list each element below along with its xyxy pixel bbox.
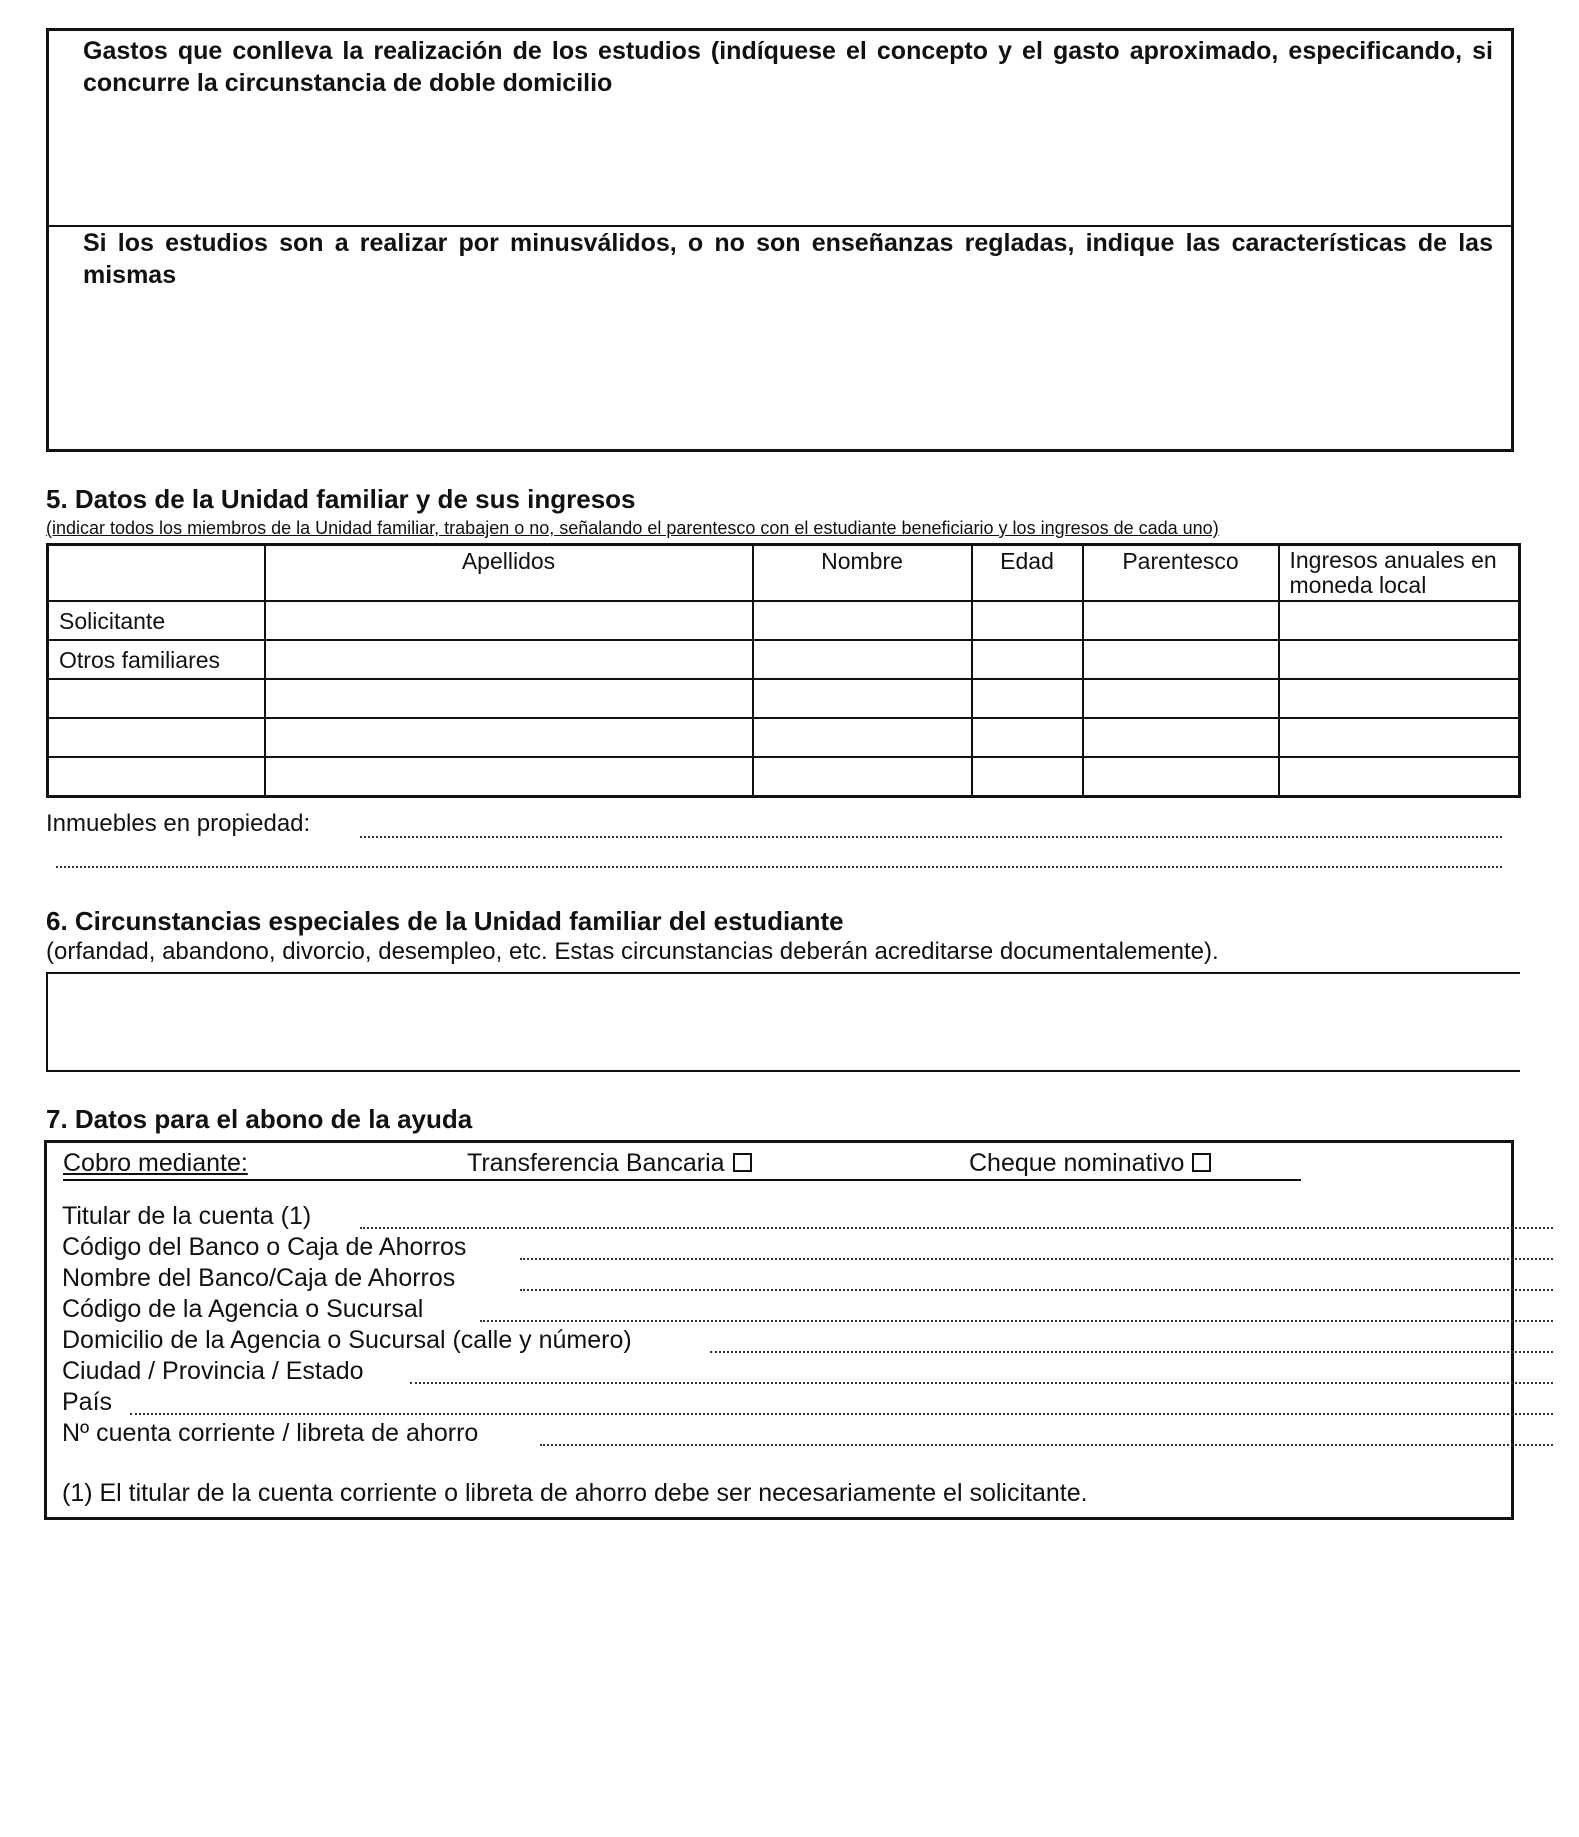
table-row bbox=[48, 640, 1520, 679]
row-label[interactable] bbox=[48, 718, 265, 757]
header-nombre: Nombre bbox=[753, 545, 972, 602]
table-row bbox=[48, 757, 1520, 796]
row-label[interactable] bbox=[48, 757, 265, 796]
header-ingresos: Ingresos anuales en moneda local bbox=[1279, 545, 1520, 602]
cell-ingresos[interactable] bbox=[1279, 718, 1520, 757]
transferencia-option[interactable] bbox=[467, 1149, 752, 1178]
cheque-checkbox[interactable] bbox=[1192, 1153, 1211, 1172]
cobro-underline bbox=[63, 1179, 1301, 1181]
cell-parentesco[interactable] bbox=[1083, 601, 1279, 640]
cell-apellidos[interactable] bbox=[265, 601, 753, 640]
ciudad-dots[interactable] bbox=[410, 1382, 1553, 1384]
nombre-banco-dots[interactable] bbox=[520, 1289, 1553, 1291]
row-label: Otros familiares bbox=[48, 640, 265, 679]
field-domicilio-agencia: Domicilio de la Agencia o Sucursal (calle y número) bbox=[62, 1326, 638, 1355]
cell-parentesco[interactable] bbox=[1083, 718, 1279, 757]
cell-nombre[interactable] bbox=[753, 718, 972, 757]
header-edad: Edad bbox=[972, 545, 1083, 602]
section6-title: 6. Circunstancias especiales de la Unidad familiar del estudiante bbox=[46, 906, 844, 936]
header-apellidos: Apellidos bbox=[265, 545, 753, 602]
gastos-paragraph: Gastos que conlleva la realización de los estudios (indíquese el concepto y el gasto aproximado, especificando, si concurre la circunstancia de doble domicilio bbox=[83, 37, 1493, 97]
cheque-label: Cheque nominativo bbox=[969, 1149, 1185, 1177]
study-details-box bbox=[46, 28, 1514, 452]
cell-parentesco[interactable] bbox=[1083, 757, 1279, 796]
inmuebles-dotted-line-1[interactable] bbox=[360, 836, 1502, 838]
row-label: Solicitante bbox=[48, 601, 265, 640]
inmuebles-label: Inmuebles en propiedad: bbox=[46, 810, 311, 837]
section7-title: 7. Datos para el abono de la ayuda bbox=[46, 1104, 473, 1134]
domicilio-agencia-dots[interactable] bbox=[710, 1351, 1553, 1353]
codigo-banco-dots[interactable] bbox=[520, 1258, 1553, 1260]
codigo-agencia-dots[interactable] bbox=[480, 1320, 1553, 1322]
cell-ingresos[interactable] bbox=[1279, 601, 1520, 640]
table-row bbox=[48, 601, 1520, 640]
cell-parentesco[interactable] bbox=[1083, 640, 1279, 679]
pais-dots[interactable] bbox=[130, 1413, 1553, 1415]
transferencia-label: Transferencia Bancaria bbox=[467, 1149, 725, 1177]
family-table bbox=[46, 543, 1521, 798]
field-codigo-banco: Código del Banco o Caja de Ahorros bbox=[62, 1233, 472, 1262]
row-label[interactable] bbox=[48, 679, 265, 718]
cell-nombre[interactable] bbox=[753, 679, 972, 718]
cell-nombre[interactable] bbox=[753, 601, 972, 640]
cell-ingresos[interactable] bbox=[1279, 640, 1520, 679]
cell-nombre[interactable] bbox=[753, 757, 972, 796]
header-cell bbox=[48, 545, 265, 602]
cheque-option[interactable] bbox=[969, 1149, 1211, 1178]
cell-ingresos[interactable] bbox=[1279, 757, 1520, 796]
field-titular: Titular de la cuenta (1) bbox=[62, 1202, 317, 1231]
minusvalidos-paragraph: Si los estudios son a realizar por minusválidos, o no son enseñanzas regladas, indique las características de las mismas bbox=[83, 229, 1493, 289]
cell-edad[interactable] bbox=[972, 601, 1083, 640]
table-header-row bbox=[48, 545, 1520, 602]
header-parentesco: Parentesco bbox=[1083, 545, 1279, 602]
footnote: (1) El titular de la cuenta corriente o libreta de ahorro debe ser necesariamente el solicitante. bbox=[62, 1479, 1094, 1508]
cell-edad[interactable] bbox=[972, 757, 1083, 796]
field-nombre-banco: Nombre del Banco/Caja de Ahorros bbox=[62, 1264, 461, 1293]
field-ciudad: Ciudad / Provincia / Estado bbox=[62, 1357, 370, 1386]
titular-dots[interactable] bbox=[360, 1227, 1553, 1229]
table-row bbox=[48, 718, 1520, 757]
field-pais: País bbox=[62, 1388, 118, 1417]
circunstancias-box[interactable] bbox=[46, 972, 1520, 1072]
cell-apellidos[interactable] bbox=[265, 640, 753, 679]
cobro-label: Cobro mediante: bbox=[63, 1149, 248, 1177]
section5-title: 5. Datos de la Unidad familiar y de sus ingresos bbox=[46, 484, 636, 514]
table-row bbox=[48, 679, 1520, 718]
section5-subtitle: (indicar todos los miembros de la Unidad familiar, trabajen o no, señalando el parentesco con el estudiante beneficiario y los ingresos de cada uno) bbox=[46, 518, 1219, 538]
cell-edad[interactable] bbox=[972, 718, 1083, 757]
cuenta-dots[interactable] bbox=[540, 1444, 1553, 1446]
inmuebles-dotted-line-2[interactable] bbox=[56, 866, 1502, 868]
cell-nombre[interactable] bbox=[753, 640, 972, 679]
cell-ingresos[interactable] bbox=[1279, 679, 1520, 718]
cell-parentesco[interactable] bbox=[1083, 679, 1279, 718]
cell-edad[interactable] bbox=[972, 679, 1083, 718]
field-codigo-agencia: Código de la Agencia o Sucursal bbox=[62, 1295, 429, 1324]
cell-edad[interactable] bbox=[972, 640, 1083, 679]
cell-apellidos[interactable] bbox=[265, 757, 753, 796]
cell-apellidos[interactable] bbox=[265, 718, 753, 757]
transferencia-checkbox[interactable] bbox=[733, 1153, 752, 1172]
cell-apellidos[interactable] bbox=[265, 679, 753, 718]
section6-subtitle: (orfandad, abandono, divorcio, desempleo, etc. Estas circunstancias deberán acreditarse documentalemente). bbox=[46, 938, 1219, 965]
field-cuenta: Nº cuenta corriente / libreta de ahorro bbox=[62, 1419, 484, 1448]
